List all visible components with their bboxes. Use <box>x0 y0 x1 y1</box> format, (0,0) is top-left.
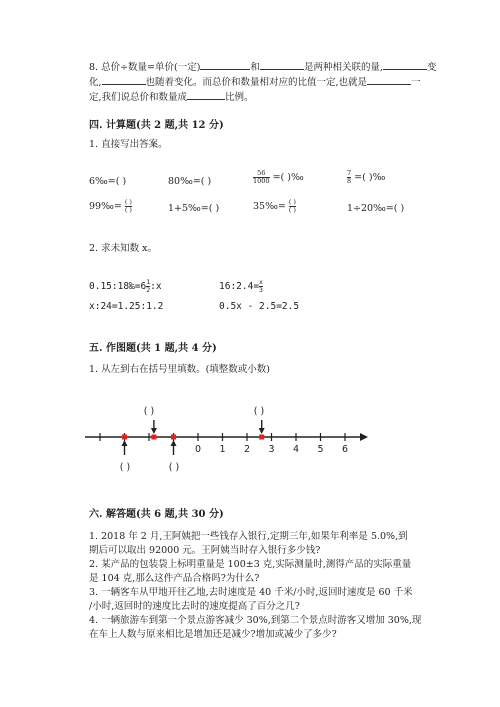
answer-blank[interactable] <box>367 74 411 85</box>
marked-point <box>259 435 264 440</box>
answer-blank[interactable] <box>200 59 250 70</box>
number-line-figure <box>80 400 380 480</box>
fraction: $\frac{( )}{( )}$ <box>124 198 132 214</box>
problem-line: 在车上人数与原来相比是增加还是减少?增加或减少了多少? <box>89 629 337 640</box>
fraction: $\frac{56}{1000}$ <box>253 169 270 185</box>
arrow-head-icon <box>171 440 177 446</box>
section4-q2: 2. 求未知数 x。 <box>89 243 157 254</box>
equation: x:24=1.25:1.2 <box>89 301 164 312</box>
tick-label: 1 <box>219 444 226 455</box>
arrow-head-icon <box>259 428 265 434</box>
problem-line: 是 104 克,那么这件产品合格吗?为什么? <box>89 573 260 584</box>
fraction: $\frac{x}{3}$ <box>259 278 263 294</box>
answer-paren-bottom-2[interactable]: ( ) <box>168 462 180 473</box>
equation: 16:2.4= $\frac{x}{3}$ <box>219 278 263 294</box>
problem-line: 1. 2018 年 2 月,王阿姨把一些钱存入银行,定期三年,如果年利率是 5.0%,到 <box>89 531 408 542</box>
fraction: $\frac{7}{8}$ <box>347 169 352 185</box>
arrow-head-icon <box>122 440 128 446</box>
q8-line3: 定,我们说总价和数量成 比例。 <box>89 89 254 105</box>
q8-line2: 化, 也随着变化。而总价和数量相对应的比值一定,也就是 一 <box>89 74 421 90</box>
marked-point <box>122 435 127 440</box>
q8-line1: 8. 总价÷数量=单价(一定) 和 是两种相关联的量, 变 <box>89 59 436 75</box>
answer-blank[interactable] <box>187 89 225 100</box>
calc-item: 99‰= $\frac{( )}{( )}$ <box>89 198 132 214</box>
answer-blank[interactable] <box>260 59 304 70</box>
calc-item: 6‰=( ) <box>89 176 127 187</box>
tick-label: 5 <box>317 444 324 455</box>
problem-line: 3. 一辆客车从甲地开往乙地,去时速度是 40 千米/小时,返回时速度是 60 千米 <box>89 587 413 598</box>
answer-paren-bottom-1[interactable]: ( ) <box>119 462 131 473</box>
problem-line: 期后可以取出 92000 元。王阿姨当时存入银行多少钱? <box>89 545 321 556</box>
tick-label: 2 <box>243 444 251 455</box>
fraction: $\frac{1}{2}$ <box>146 278 151 294</box>
answer-blank[interactable] <box>383 59 427 70</box>
problem-line: 2. 某产品的包装袋上标明重量是 100±3 克,实际测量时,测得产品的实际重量 <box>89 559 412 570</box>
section6-title: 六. 解答题(共 6 题,共 30 分) <box>89 509 224 520</box>
section5-q1: 1. 从左到右在括号里填数。(填整数或小数) <box>89 364 270 375</box>
number-line <box>80 400 380 480</box>
section5-title: 五. 作图题(共 1 题,共 4 分) <box>89 343 217 354</box>
calc-item: $\frac{7}{8}$ =( )‰ <box>347 169 386 185</box>
problem-line: 4. 一辆旅游车到第一个景点游客减少 30%,到第二个景点时游客又增加 30%,现 <box>89 615 422 626</box>
problem-line: /小时,返回时的速度比去时的速度提高了百分之几? <box>89 601 300 612</box>
answer-paren-top-1[interactable]: ( ) <box>143 406 155 417</box>
fraction: $\frac{( )}{( )}$ <box>288 198 296 214</box>
tick-label: 0 <box>194 444 202 455</box>
calc-item: $\frac{56}{1000}$ =( )‰ <box>253 169 304 185</box>
marked-point <box>171 435 176 440</box>
axis-arrow-icon <box>360 433 368 441</box>
answer-blank[interactable] <box>102 74 146 85</box>
marked-point <box>151 435 156 440</box>
tick-label: 6 <box>341 444 349 455</box>
calc-item: 80‰=( ) <box>168 176 212 187</box>
tick-label: 4 <box>292 444 300 455</box>
equation: 0.5x - 2.5=2.5 <box>219 301 300 312</box>
calc-item: 35‰= $\frac{( )}{( )}$ <box>253 198 296 214</box>
section4-q1: 1. 直接写出答案。 <box>89 139 168 150</box>
tick-label: 3 <box>268 444 275 455</box>
answer-paren-top-2[interactable]: ( ) <box>253 406 265 417</box>
section4-title: 四. 计算题(共 2 题,共 12 分) <box>89 120 224 131</box>
equation: 0.15:18‰=6 $\frac{1}{2}$ :x <box>89 278 162 294</box>
calc-item: 1÷20‰=( ) <box>347 203 405 214</box>
arrow-head-icon <box>151 428 157 434</box>
calc-item: 1+5‰=( ) <box>168 203 220 214</box>
